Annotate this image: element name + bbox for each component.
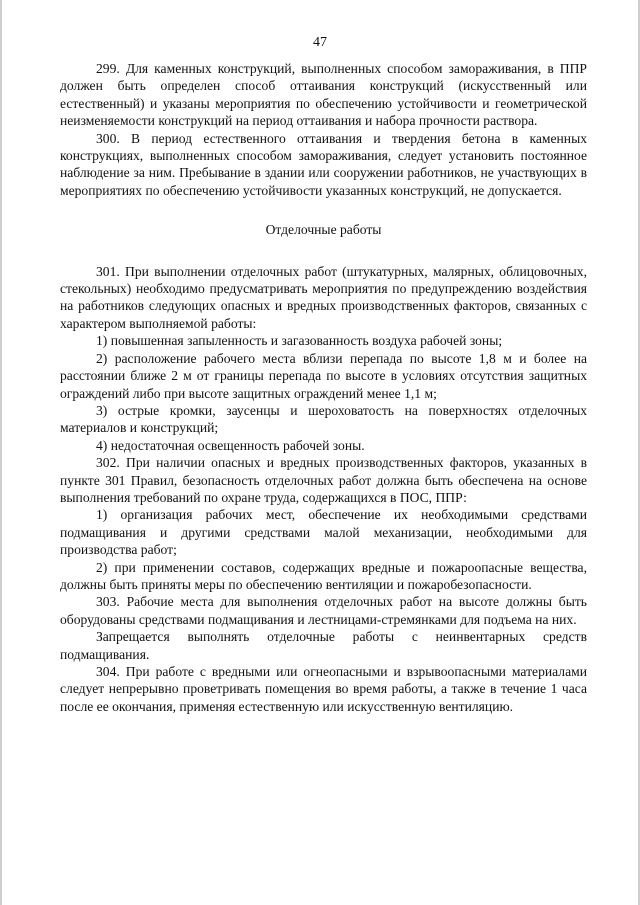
list-item-302-2: 2) при применении составов, содержащих вредные и пожароопасные вещества, должны быть приняты меры по обеспечению вентиляции и пожаробезопасности. (60, 559, 587, 592)
list-item-301-3: 3) острые кромки, заусенцы и шероховатость на поверхностях отделочных материалов и конструкций; (60, 402, 587, 436)
paragraph-300: 300. В период естественного оттаивания и твердения бетона в каменных конструкциях, выполненных способом замораживания, следует установить постоянное наблюдение за ним. Пребывание в здании или сооружении работников, не участвующих в мероприятиях по обеспечению устойчивости указанных конструкций, не допускается. (60, 130, 587, 198)
paragraph-302: 302. При наличии опасных и вредных производственных факторов, указанных в пункте 301 Правил, безопасность отделочных работ должна быть обеспечена на основе выполнения требований по охране труда, содержащихся в ПОС, ППР: (60, 455, 587, 505)
list-item-301-4: 4) недостаточная освещенность рабочей зоны. (96, 437, 365, 453)
list-item-302-1: 1) организация рабочих мест, обеспечение их необходимыми средствами подмащивания и другими средствами малой механизации, необходимыми для производства работ; (60, 507, 587, 558)
section-heading: Отделочные работы (265, 222, 382, 238)
scan-left-edge (0, 0, 2, 905)
paragraph-299: 299. Для каменных конструкций, выполненных способом замораживания, в ППР должен быть определен способ оттаивания конструкций (искусственный или естественный) и указаны мероприятия по обеспечению устойчивости и геометрической неизменяемости конструкций на период оттаивания и набора прочности раствора. (60, 61, 587, 129)
paragraph-303-prohibition: Запрещается выполнять отделочные работы с неинвентарных средств подмащивания. (60, 629, 587, 662)
document-body (60, 60, 587, 715)
paragraph-301: 301. При выполнении отделочных работ (штукатурных, малярных, облицовочных, стекольных) необходимо предусматривать мероприятия по предупреждению воздействия на работников следующих опасных и вредных производственных факторов, связанных с характером выполняемой работы: (60, 263, 587, 331)
page-number: 47 (313, 35, 327, 50)
paragraph-304: 304. При работе с вредными или огнеопасными и взрывоопасными материалами следует непрерывно проветривать помещения во время работы, а также в течение 1 часа после ее окончания, применяя естественную или искусственную вентиляцию. (60, 664, 587, 714)
paragraph-303: 303. Рабочие места для выполнения отделочных работ на высоте должны быть оборудованы средствами подмащивания и лестницами-стремянками для подъема на них. (60, 594, 587, 627)
list-item-301-2: 2) расположение рабочего места вблизи перепада по высоте 1,8 м и более на расстоянии ближе 2 м от границы перепада по высоте в условиях отсутствия защитных ограждений либо при высоте защитных ограждений менее 1,1 м; (60, 350, 587, 401)
list-item-301-1: 1) повышенная запыленность и загазованность воздуха рабочей зоны; (96, 333, 503, 349)
